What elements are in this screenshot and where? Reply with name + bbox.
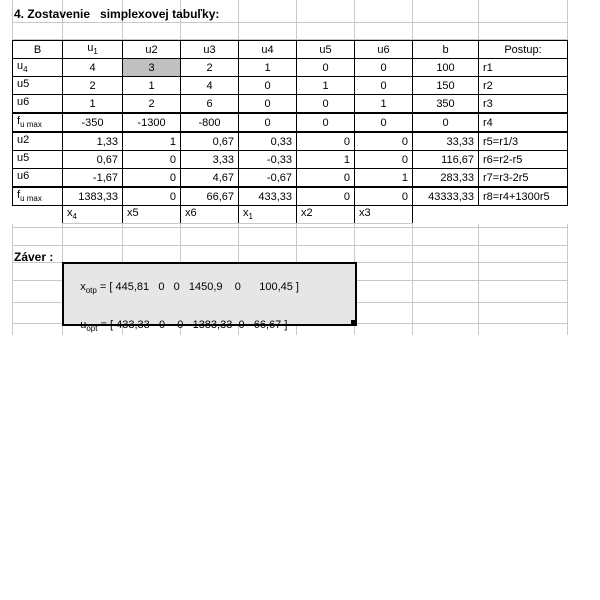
initial-tableau — [13, 59, 568, 133]
procedure-cell[interactable]: r1 — [479, 59, 568, 77]
table-row — [13, 77, 568, 95]
header-cell[interactable]: u2 — [123, 41, 181, 59]
header-cell[interactable]: b — [413, 41, 479, 59]
value-cell[interactable]: 4 — [63, 59, 123, 77]
empty-cell[interactable] — [13, 206, 63, 224]
value-cell[interactable]: 116,67 — [413, 151, 479, 169]
iterated-tableau — [13, 132, 568, 206]
value-cell[interactable]: 66,67 — [181, 187, 239, 206]
table-row — [13, 113, 568, 132]
value-cell[interactable]: 0 — [413, 113, 479, 132]
value-cell[interactable]: 2 — [123, 95, 181, 114]
value-cell[interactable]: 0 — [355, 187, 413, 206]
u-optimum: $u_{opt}$ = [ 433,33 0 0 1383,33 0 66,67 ] — [80, 319, 288, 334]
nonbasic-label-cell[interactable]: x2 — [297, 206, 355, 224]
empty-cell[interactable] — [413, 206, 479, 224]
value-cell[interactable]: 1 — [355, 95, 413, 114]
header-cell[interactable]: u5 — [297, 41, 355, 59]
procedure-cell[interactable]: r7=r3-2r5 — [479, 169, 568, 188]
value-cell[interactable]: -350 — [63, 113, 123, 132]
value-cell[interactable]: 0,67 — [181, 132, 239, 151]
result-box[interactable] — [62, 262, 357, 334]
basis-cell[interactable]: $f_{u max}$ — [13, 187, 63, 206]
basis-cell[interactable]: u5 — [13, 77, 63, 95]
conclusion-label: Záver : — [14, 250, 54, 264]
nonbasic-label-cell[interactable]: x3 — [355, 206, 413, 224]
empty-cell[interactable] — [479, 206, 568, 224]
x-optimum: $x_{otp}$ = [ 445,81 0 0 1450,9 0 100,45 ] — [80, 281, 299, 296]
value-cell[interactable]: 0 — [239, 77, 297, 95]
value-cell[interactable]: 2 — [63, 77, 123, 95]
procedure-cell[interactable]: r8=r4+1300r5 — [479, 187, 568, 206]
basis-cell[interactable]: u6 — [13, 169, 63, 188]
value-cell[interactable]: 0 — [355, 132, 413, 151]
value-cell[interactable]: 0 — [239, 95, 297, 114]
header-row — [13, 41, 568, 59]
grid-row-line — [12, 245, 568, 246]
header-cell[interactable]: u6 — [355, 41, 413, 59]
value-cell[interactable]: 2 — [181, 59, 239, 77]
grid-row-line — [12, 227, 568, 228]
value-cell[interactable]: -1,67 — [63, 169, 123, 188]
basis-cell[interactable]: u6 — [13, 95, 63, 114]
value-cell[interactable]: 0 — [123, 169, 181, 188]
grid-row-line — [12, 22, 568, 23]
value-cell[interactable]: 3 — [123, 59, 181, 77]
value-cell[interactable]: 0 — [297, 187, 355, 206]
value-cell[interactable]: 150 — [413, 77, 479, 95]
procedure-cell[interactable]: r3 — [479, 95, 568, 114]
simplex-table — [12, 40, 568, 224]
nonbasic-label-cell[interactable]: x6 — [181, 206, 239, 224]
table-row — [13, 151, 568, 169]
value-cell[interactable]: -800 — [181, 113, 239, 132]
value-cell[interactable]: 4,67 — [181, 169, 239, 188]
basis-cell[interactable]: u2 — [13, 132, 63, 151]
value-cell[interactable]: -0,67 — [239, 169, 297, 188]
value-cell[interactable]: 350 — [413, 95, 479, 114]
value-cell[interactable]: 1 — [123, 132, 181, 151]
header-cell[interactable]: u4 — [239, 41, 297, 59]
header-cell[interactable]: Postup: — [479, 41, 568, 59]
value-cell[interactable]: 0,67 — [63, 151, 123, 169]
procedure-cell[interactable]: r2 — [479, 77, 568, 95]
value-cell[interactable]: 4 — [181, 77, 239, 95]
table-row — [13, 187, 568, 206]
value-cell[interactable]: 0 — [355, 113, 413, 132]
value-cell[interactable]: 1 — [297, 151, 355, 169]
value-cell[interactable]: 0 — [239, 113, 297, 132]
value-cell[interactable]: 6 — [181, 95, 239, 114]
value-cell[interactable]: 0 — [123, 187, 181, 206]
fill-handle[interactable] — [351, 320, 356, 325]
value-cell[interactable]: 1 — [123, 77, 181, 95]
value-cell[interactable]: 0,33 — [239, 132, 297, 151]
value-cell[interactable]: 1 — [297, 77, 355, 95]
table-row — [13, 95, 568, 114]
value-cell[interactable]: 1,33 — [63, 132, 123, 151]
value-cell[interactable]: 283,33 — [413, 169, 479, 188]
value-cell[interactable]: 0 — [297, 132, 355, 151]
header-cell[interactable]: B — [13, 41, 63, 59]
value-cell[interactable]: 0 — [297, 113, 355, 132]
value-cell[interactable]: -0,33 — [239, 151, 297, 169]
value-cell[interactable]: 0 — [123, 151, 181, 169]
table-row — [13, 169, 568, 188]
nonbasic-label-cell[interactable]: $x_1$ — [239, 206, 297, 224]
nonbasic-label-cell[interactable]: x5 — [123, 206, 181, 224]
value-cell[interactable]: 1 — [63, 95, 123, 114]
value-cell[interactable]: 33,33 — [413, 132, 479, 151]
table-row — [13, 132, 568, 151]
section-title: 4. Zostavenie simplexovej tabuľky: — [14, 7, 220, 21]
header-cell[interactable]: u3 — [181, 41, 239, 59]
value-cell[interactable]: 100 — [413, 59, 479, 77]
value-cell[interactable]: -1300 — [123, 113, 181, 132]
nonbasic-labels-row — [13, 206, 568, 224]
nonbasic-label-cell[interactable]: $x_4$ — [63, 206, 123, 224]
value-cell[interactable]: 0 — [355, 59, 413, 77]
value-cell[interactable]: 1383,33 — [63, 187, 123, 206]
value-cell[interactable]: 0 — [355, 151, 413, 169]
value-cell[interactable]: 0 — [297, 95, 355, 114]
procedure-cell[interactable]: r5=r1/3 — [479, 132, 568, 151]
basis-cell[interactable]: $u_4$ — [13, 59, 63, 77]
value-cell[interactable]: 3,33 — [181, 151, 239, 169]
value-cell[interactable]: 1 — [239, 59, 297, 77]
basis-cell[interactable]: $f_{u max}$ — [13, 113, 63, 132]
value-cell[interactable]: 0 — [297, 169, 355, 188]
value-cell[interactable]: 43333,33 — [413, 187, 479, 206]
value-cell[interactable]: 433,33 — [239, 187, 297, 206]
value-cell[interactable]: 0 — [355, 77, 413, 95]
value-cell[interactable]: 1 — [355, 169, 413, 188]
value-cell[interactable]: 0 — [297, 59, 355, 77]
table-row — [13, 59, 568, 77]
procedure-cell[interactable]: r6=r2-r5 — [479, 151, 568, 169]
procedure-cell[interactable]: r4 — [479, 113, 568, 132]
header-cell[interactable]: $u_1$ — [63, 41, 123, 59]
basis-cell[interactable]: u5 — [13, 151, 63, 169]
